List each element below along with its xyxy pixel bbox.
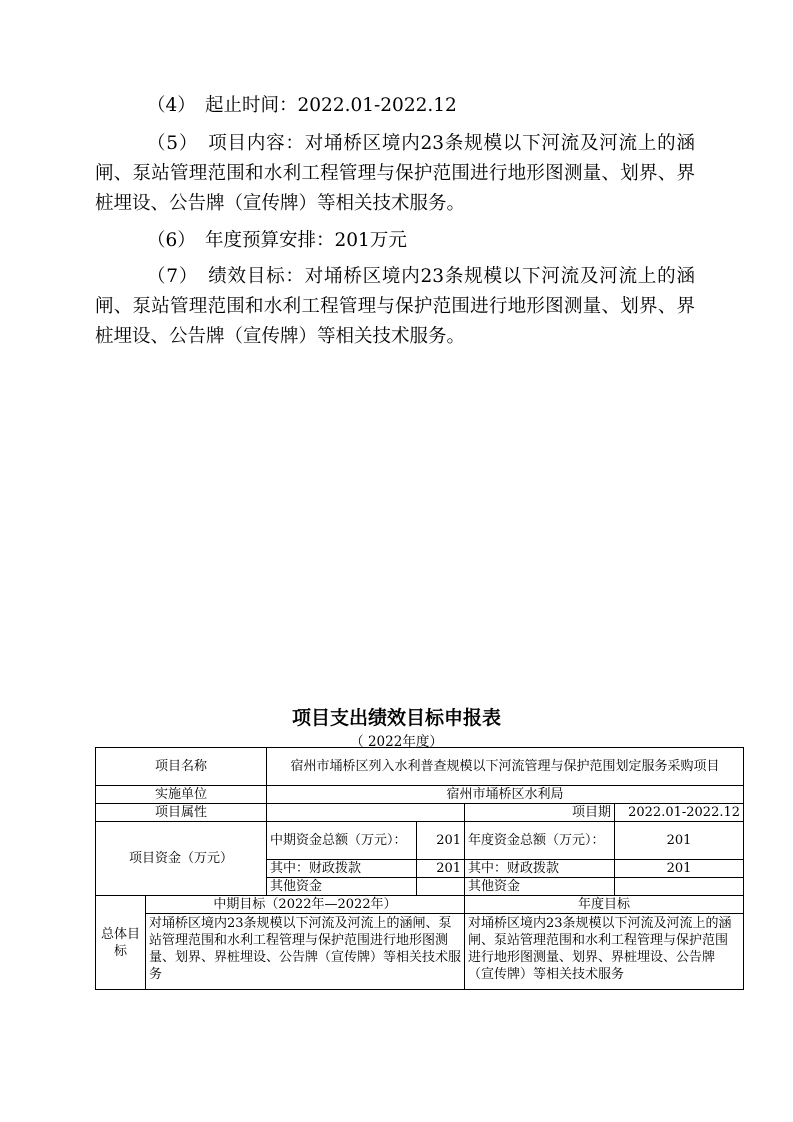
other-label-mid: 其他资金 — [267, 878, 417, 896]
table-subtitle: （ 2022年度） — [350, 734, 443, 750]
table-title: 项目支出绩效目标申报表 — [291, 707, 501, 729]
period-label: 项目期 — [465, 804, 615, 822]
overall-label: 总体目标 — [96, 896, 146, 990]
fiscal-value-year: 201 — [615, 860, 744, 878]
year-goal-header: 年度目标 — [465, 896, 744, 914]
fiscal-label-year: 其中：财政拨款 — [465, 860, 615, 878]
paragraph-project-content: （5） 项目内容：对埇桥区境内23条规模以下河流及河流上的涵闸、泵站管理范围和水利工程管理与保护范围进行地形图测量、划界、界桩埋设、公告牌（宣传牌）等相关技术服务。 — [95, 133, 695, 214]
other-value-mid — [417, 878, 465, 896]
year-total-value: 201 — [615, 822, 744, 860]
mid-goal-header: 中期目标（2022年—2022年） — [146, 896, 465, 914]
other-value-year — [615, 878, 744, 896]
attr-label: 项目属性 — [96, 804, 267, 822]
year-goal-text: 对埇桥区境内23条规模以下河流及河流上的涵闸、泵站管理范围和水利工程管理与保护范围进行地形图测量、划界、界桩埋设、公告牌（宣传牌）等相关技术服务 — [465, 914, 744, 990]
mid-total-value: 201 — [417, 822, 465, 860]
project-name-label: 项目名称 — [96, 748, 267, 786]
year-total-label: 年度资金总额（万元）： — [465, 822, 615, 860]
paragraph-start-end-time: （4） 起止时间：2022.01-2022.12 — [147, 95, 457, 116]
funds-label: 项目资金（万元） — [96, 822, 267, 896]
performance-goal-table — [95, 747, 744, 990]
paragraph-annual-budget: （6） 年度预算安排：201万元 — [147, 230, 407, 251]
period-value: 2022.01-2022.12 — [615, 804, 744, 822]
fiscal-label-mid: 其中：财政拨款 — [267, 860, 417, 878]
paragraph-performance-goal: （7） 绩效目标：对埇桥区境内23条规模以下河流及河流上的涵闸、泵站管理范围和水利工程管理与保护范围进行地形图测量、划界、界桩埋设、公告牌（宣传牌）等相关技术服务。 — [95, 266, 695, 347]
mid-total-label: 中期资金总额（万元）： — [267, 822, 417, 860]
unit-value: 宿州市埇桥区水利局 — [267, 786, 744, 804]
unit-label: 实施单位 — [96, 786, 267, 804]
mid-goal-text: 对埇桥区境内23条规模以下河流及河流上的涵闸、泵站管理范围和水利工程管理与保护范围进行地形图测量、划界、界桩埋设、公告牌（宣传牌）等相关技术服务 — [146, 914, 465, 990]
attr-value — [267, 804, 465, 822]
project-name-value: 宿州市埇桥区列入水利普查规模以下河流管理与保护范围划定服务采购项目 — [267, 748, 744, 786]
other-label-year: 其他资金 — [465, 878, 615, 896]
fiscal-value-mid: 201 — [417, 860, 465, 878]
